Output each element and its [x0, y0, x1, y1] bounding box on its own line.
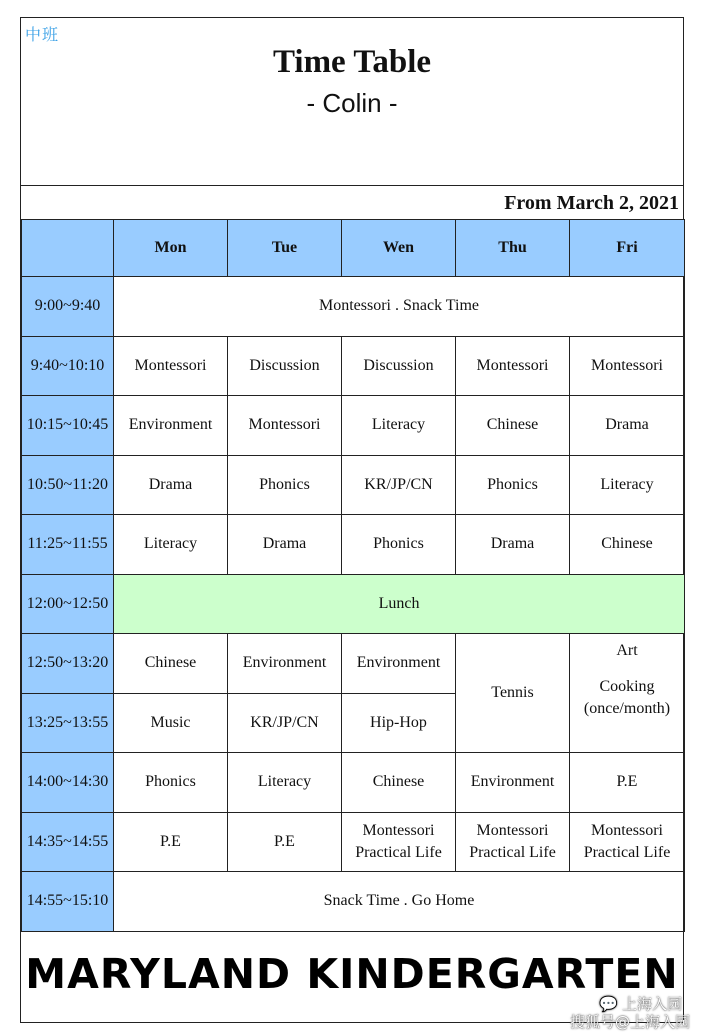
activity-cell: P.E	[228, 812, 342, 872]
table-row	[22, 396, 685, 456]
activity-cell: KR/JP/CN	[342, 455, 456, 515]
school-name: MARYLAND KINDERGARTEN	[25, 950, 679, 998]
merged-activity-cell: Montessori . Snack Time	[114, 277, 685, 337]
time-slot: 14:00~14:30	[22, 753, 114, 813]
activity-cell: Environment	[342, 634, 456, 694]
activity-cell: Montessori Practical Life	[342, 812, 456, 872]
table-row	[22, 336, 685, 396]
cooking-label: Cooking (once/month)	[583, 678, 671, 717]
activity-cell: Drama	[228, 515, 342, 575]
time-slot: 9:40~10:10	[22, 336, 114, 396]
column-header-mon: Mon	[114, 220, 228, 277]
activity-cell: Hip-Hop	[342, 693, 456, 753]
time-slot: 10:15~10:45	[22, 396, 114, 456]
table-row	[22, 277, 685, 337]
activity-cell: Drama	[570, 396, 685, 456]
timetable-sheet	[20, 17, 684, 1023]
table-row	[22, 872, 685, 932]
activity-cell: Environment	[114, 396, 228, 456]
activity-cell: Montessori	[456, 336, 570, 396]
time-slot: 9:00~9:40	[22, 277, 114, 337]
table-row	[22, 574, 685, 634]
page-title: Time Table	[272, 44, 432, 80]
time-slot: 12:00~12:50	[22, 574, 114, 634]
activity-cell: Environment	[228, 634, 342, 694]
merged-activity-cell: Snack Time . Go Home	[114, 872, 685, 932]
activity-cell: Drama	[114, 455, 228, 515]
column-header-fri: Fri	[570, 220, 685, 277]
activity-cell: Montessori Practical Life	[570, 812, 685, 872]
table-row	[22, 455, 685, 515]
column-header-tue: Tue	[228, 220, 342, 277]
activity-cell: Chinese	[456, 396, 570, 456]
table-row	[22, 753, 685, 813]
activity-cell: Montessori	[114, 336, 228, 396]
activity-cell: Phonics	[228, 455, 342, 515]
activity-cell: Phonics	[114, 753, 228, 813]
art-cooking-cell	[570, 634, 685, 753]
watermark-account-label: 上海入园	[621, 995, 682, 1013]
tennis-cell: Tennis	[456, 634, 570, 753]
lunch-cell: Lunch	[114, 574, 685, 634]
time-slot: 14:35~14:55	[22, 812, 114, 872]
column-header-thu: Thu	[456, 220, 570, 277]
time-slot: 14:55~15:10	[22, 872, 114, 932]
activity-cell: Discussion	[342, 336, 456, 396]
table-row	[22, 515, 685, 575]
activity-cell: Montessori	[228, 396, 342, 456]
activity-cell: Literacy	[570, 455, 685, 515]
chat-bubble-icon: 💬	[599, 995, 618, 1013]
activity-cell: Environment	[456, 753, 570, 813]
table-row	[22, 812, 685, 872]
activity-cell: Discussion	[228, 336, 342, 396]
activity-cell: Literacy	[342, 396, 456, 456]
activity-cell: Literacy	[228, 753, 342, 813]
activity-cell: Literacy	[114, 515, 228, 575]
activity-cell: P.E	[570, 753, 685, 813]
activity-cell: Music	[114, 693, 228, 753]
schedule-table	[21, 219, 685, 932]
student-name: - Colin -	[306, 88, 398, 118]
watermark-source: 搜狐号@上海入园	[569, 1013, 690, 1031]
class-level-tag: 中班	[25, 25, 60, 44]
time-slot: 13:25~13:55	[22, 693, 114, 753]
activity-cell: Chinese	[114, 634, 228, 694]
activity-cell: KR/JP/CN	[228, 693, 342, 753]
time-slot: 11:25~11:55	[22, 515, 114, 575]
effective-date: From March 2, 2021	[21, 185, 683, 219]
activity-cell: Montessori	[570, 336, 685, 396]
time-slot: 12:50~13:20	[22, 634, 114, 694]
activity-cell: P.E	[114, 812, 228, 872]
time-slot: 10:50~11:20	[22, 455, 114, 515]
activity-cell: Drama	[456, 515, 570, 575]
table-row	[22, 634, 685, 694]
header-corner-cell	[22, 220, 114, 277]
activity-cell: Chinese	[570, 515, 685, 575]
table-header-row	[22, 220, 685, 277]
column-header-wen: Wen	[342, 220, 456, 277]
activity-cell: Chinese	[342, 753, 456, 813]
activity-cell: Phonics	[342, 515, 456, 575]
activity-cell: Phonics	[456, 455, 570, 515]
activity-cell: Montessori Practical Life	[456, 812, 570, 872]
art-label: Art	[616, 642, 638, 659]
